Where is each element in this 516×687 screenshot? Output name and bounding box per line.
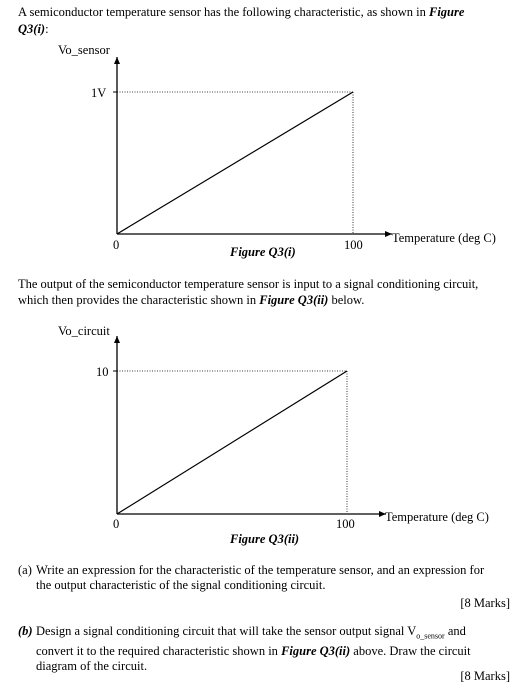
chart2-xtick-100: 100: [336, 517, 355, 531]
question-a-line-1: Write an expression for the characteristic of the temperature sensor, and an expression for: [36, 563, 485, 577]
question-a-label: (a): [18, 563, 32, 577]
chart2-caption: Figure Q3(ii): [230, 532, 300, 546]
question-a-line-2: the output characteristic of the signal conditioning circuit.: [36, 578, 326, 592]
intro-figure-ref-2: Q3(i): [18, 22, 46, 36]
question-b-line-1-post: and: [447, 624, 466, 638]
question-b-line-2: [36, 644, 510, 659]
question-b-figure-ref: Figure Q3(ii): [281, 643, 351, 658]
chart1-xtick-100: 100: [344, 238, 363, 252]
middle-line-2-post: below.: [331, 293, 365, 307]
question-b-line-3: diagram of the circuit.: [36, 658, 148, 673]
question-b-line-2-post: above. Draw the circuit: [353, 643, 471, 658]
chart1-caption: Figure Q3(i): [230, 245, 296, 259]
chart2-ylabel: Vo_circuit: [58, 324, 110, 338]
question-b-subscript: o_sensor: [416, 631, 445, 641]
question-a-marks: [8 Marks]: [460, 596, 510, 610]
question-b-marks: [8 Marks]: [460, 669, 510, 683]
question-b-line-2-pre: convert it to the required characteristic shown in: [36, 643, 278, 658]
middle-figure-ref: Figure Q3(ii): [259, 293, 329, 307]
chart1-xtick-0: 0: [113, 238, 120, 252]
question-b-label: (b): [18, 624, 33, 638]
chart1-ylabel: Vo_sensor: [58, 43, 110, 57]
chart2-ytick-10: 10: [96, 365, 109, 379]
chart2-series-line: [117, 371, 347, 514]
chart1-xlabel: Temperature (deg C): [392, 231, 496, 245]
middle-line-2-pre: which then provides the characteristic shown in: [18, 293, 257, 307]
chart1-ytick-1v: 1V: [91, 86, 107, 100]
middle-line-1: The output of the semiconductor temperature sensor is input to a signal conditioning circuit,: [18, 277, 479, 291]
question-b-line-1-pre: Design a signal conditioning circuit that will take the sensor output signal V: [36, 624, 417, 638]
question-a: [18, 563, 510, 593]
intro-figure-ref: Figure: [429, 5, 465, 19]
intro-colon: :: [45, 22, 49, 36]
question-b-line-1: [36, 624, 510, 644]
chart2-xlabel: Temperature (deg C): [385, 510, 489, 524]
chart2-y-axis-arrow: [114, 336, 120, 343]
intro-text: A semiconductor temperature sensor has the following characteristic, as shown in: [18, 5, 426, 19]
question-b: [18, 624, 510, 674]
chart2-xtick-0: 0: [113, 517, 120, 531]
